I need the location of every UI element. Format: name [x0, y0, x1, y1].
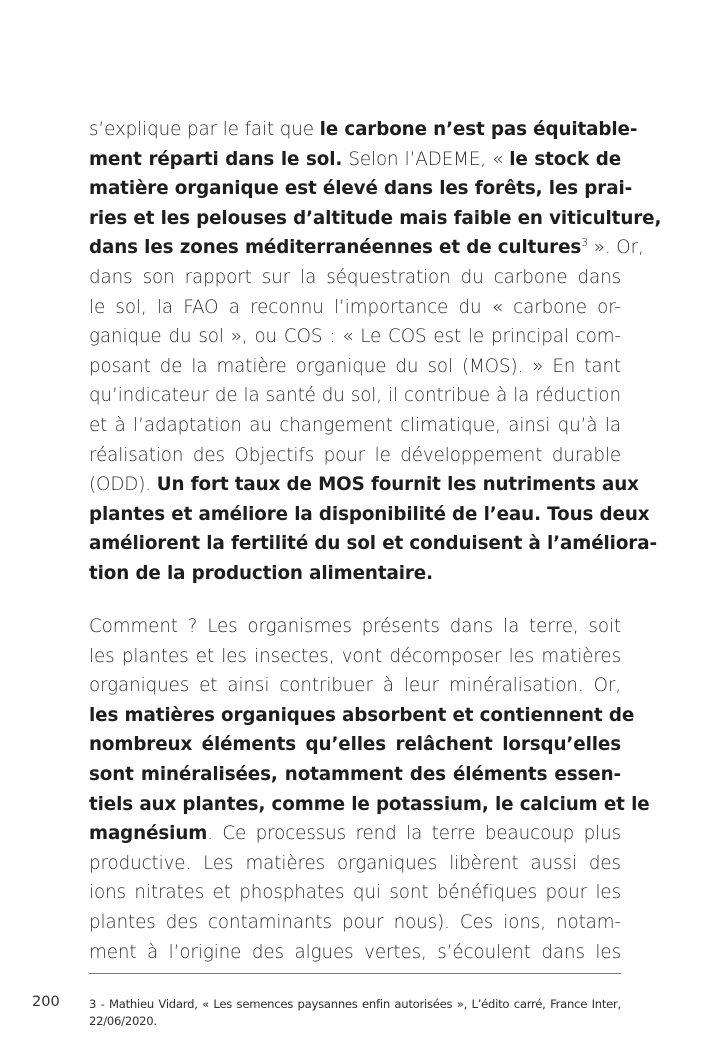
paragraph-1-line — [89, 145, 621, 175]
text-run: s’explique par le fait que — [89, 119, 320, 140]
bold-text-run: ment réparti dans le sol. — [89, 148, 343, 170]
paragraph-1 — [89, 115, 662, 589]
text-run: (ODD). — [89, 474, 157, 496]
paragraph-2-line — [89, 730, 621, 760]
text-run: réalisation des Objectifs pour le développement durable — [89, 444, 621, 466]
bold-text-run: magnésium — [89, 823, 208, 845]
paragraph-2-line — [89, 701, 635, 731]
paragraph-1-line — [89, 529, 657, 559]
paragraph-1-line — [89, 174, 633, 204]
text-run: ment à l’origine des algues vertes, s’écoulent dans les — [89, 941, 621, 963]
text-run: ions nitrates et phosphates qui sont bénéfiques pour les — [89, 882, 621, 904]
bold-text-run: ries et les pelouses d’altitude mais faible en viticulture, — [89, 207, 662, 229]
paragraph-2-line — [89, 760, 621, 790]
paragraph-2-line — [89, 642, 621, 672]
text-run: Comment ? Les organismes présents dans la terre, soit — [89, 616, 621, 637]
text-run: ganique du sol », ou COS : « Le COS est le principal com- — [89, 326, 621, 348]
text-run: et à l’adaptation au changement climatique, ainsi qu’à la — [89, 414, 621, 436]
bold-text-run: le carbone n’est pas équitable- — [319, 119, 638, 140]
bold-text-run: sont minéralisées, notamment des éléments essen- — [89, 763, 621, 785]
bold-text-run: le stock de — [509, 148, 621, 170]
page-number: 200 — [32, 994, 60, 1010]
paragraph-1-line — [89, 322, 621, 352]
text-run: plantes des contaminants pour nous). Ces ions, notam- — [89, 911, 621, 933]
text-run: posant de la matière organique du sol (MOS). » En tant — [89, 355, 621, 377]
bold-text-run: plantes et améliore la disponibilité de l’eau. Tous deux — [89, 503, 650, 525]
footnote-reference[interactable]: 3 — [581, 236, 589, 250]
paragraph-1-line — [89, 204, 662, 234]
text-run: qu’indicateur de la santé du sol, il contribue à la réduction — [89, 385, 621, 407]
paragraph-1-line — [89, 500, 650, 530]
paragraph-2-line — [89, 819, 621, 849]
paragraph-1-line — [89, 115, 638, 145]
text-run: productive. Les matières organiques libèrent aussi des — [89, 852, 621, 874]
paragraph-1-line — [89, 470, 639, 500]
paragraph-2-line — [89, 671, 621, 701]
paragraph-2-line — [89, 612, 621, 642]
paragraph-2-line — [89, 908, 621, 938]
paragraph-1-line — [89, 352, 621, 382]
text-run: dans son rapport sur la séquestration du carbone dans — [89, 266, 621, 288]
bold-text-run: nombreux éléments qu’elles relâchent lorsqu’elles — [89, 734, 621, 756]
bold-text-run: dans les zones méditerranéennes et de cultures — [89, 237, 582, 259]
paragraph-1-line — [89, 233, 644, 263]
text-run: Selon l’ADEME, « — [342, 148, 510, 170]
bold-text-run: tion de la production alimentaire. — [89, 562, 433, 584]
footnote-line-2: 22/06/2020. — [89, 1014, 157, 1028]
paragraph-2 — [89, 612, 650, 967]
text-run: organiques et ainsi contribuer à leur minéralisation. Or, — [89, 675, 621, 697]
text-run: le sol, la FAO a reconnu l’importance du « carbone or- — [89, 296, 621, 318]
paragraph-1-line — [89, 441, 621, 471]
footnote-divider — [89, 973, 621, 974]
paragraph-1-line — [89, 559, 621, 589]
paragraph-1-line — [89, 293, 621, 323]
paragraph-1-line — [89, 263, 621, 293]
bold-text-run: les matières organiques absorbent et contiennent de — [89, 704, 635, 726]
bold-text-run: améliorent la fertilité du sol et conduisent à l’améliora- — [89, 533, 657, 555]
text-run: . Ce processus rend la terre beaucoup plus — [207, 823, 621, 845]
bold-text-run: matière organique est élevé dans les forêts, les prai- — [89, 178, 633, 200]
paragraph-2-line — [89, 878, 621, 908]
paragraph-2-line — [89, 849, 621, 879]
paragraph-2-line — [89, 790, 650, 820]
paragraph-1-line — [89, 411, 621, 441]
footnote-line-1: 3 - Mathieu Vidard, « Les semences paysannes enfin autorisées », L’édito carré, France Inter, — [89, 997, 621, 1011]
paragraph-1-line — [89, 381, 621, 411]
text-run: les plantes et les insectes, vont décomposer les matières — [89, 645, 621, 667]
paragraph-2-line — [89, 938, 621, 968]
bold-text-run: tiels aux plantes, comme le potassium, le calcium et le — [89, 793, 650, 815]
text-run: ». Or, — [588, 237, 644, 259]
footnote — [89, 996, 621, 1030]
bold-text-run: Un fort taux de MOS fournit les nutriments aux — [156, 474, 639, 496]
